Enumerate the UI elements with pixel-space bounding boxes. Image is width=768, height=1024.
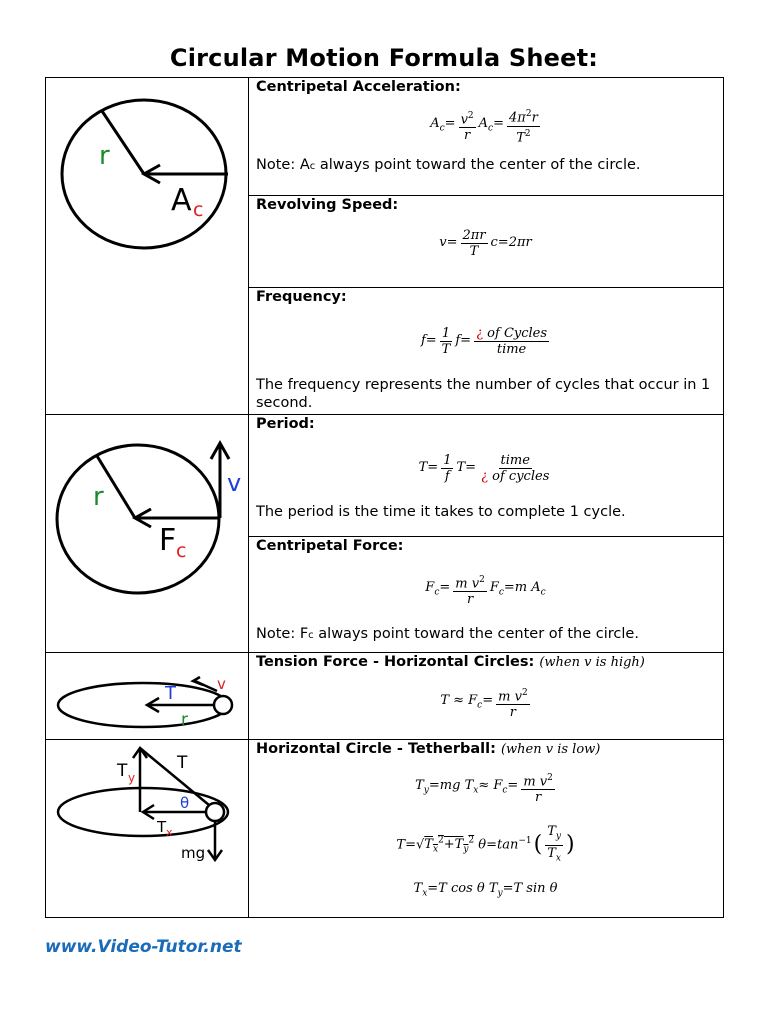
revolving-speed-heading: Revolving Speed:: [256, 197, 399, 213]
period-explanation: The period is the time it takes to complete 1 cycle.: [256, 504, 626, 520]
acceleration-circle-diagram: [47, 78, 247, 278]
period-formula: T= $\frac{1}{f}$ T= $\frac{\text{time}}{\text{¿ of cycles}}$: [418, 452, 550, 484]
tetherball-formula-2: $T=√T_x^2+T_y^2$ $\theta=\tan^{-1}$ ( $\frac{T_y}{T_x}$ ): [396, 823, 575, 864]
acceleration-diagram-cell: [46, 78, 249, 415]
frequency-explanation: The frequency represents the number of cycles that occur in 1 second.: [256, 377, 711, 411]
tension-horizontal-formula: $T \approx F_c=$ $\frac{m v^2}{r}$: [440, 687, 528, 721]
tension-horizontal-heading: Tension Force - Horizontal Circles: (when v is high): [256, 654, 645, 670]
velocity-label: v: [217, 675, 226, 693]
tetherball-diagram-cell: [46, 740, 249, 918]
tetherball-heading: Horizontal Circle - Tetherball: (when v is low): [256, 741, 601, 757]
ty-sub-label: y: [128, 771, 136, 785]
force-diagram-cell: [46, 415, 249, 653]
tx-label: T: [157, 818, 167, 836]
page-title: Circular Motion Formula Sheet:: [169, 44, 599, 72]
revolving-speed-cell: [249, 196, 724, 288]
tetherball-formula-1: $T_y=mg$ $T_x\approx F_c=$ $\frac{m v^2}{r}$: [415, 772, 553, 806]
centripetal-force-formula: $F_c=$ $\frac{m v^2}{r}$ $F_c=m$ $A_c$: [425, 574, 546, 608]
formula-table: [45, 77, 724, 918]
frequency-formula: f= $\frac{1}{T}$ f= $\frac{\text{¿ of Cycles}}{\text{time}}$: [420, 325, 548, 357]
tension-label: T: [177, 753, 188, 773]
tetherball-cell: [249, 740, 724, 918]
accel-sub-label: c: [193, 199, 204, 221]
centripetal-force-cell: [249, 537, 724, 653]
centripetal-force-note: Note: Fc always point toward the center of the circle.: [256, 626, 639, 642]
radius-label: r: [93, 482, 104, 512]
force-circle-diagram: [47, 415, 247, 615]
force-label: F: [159, 523, 177, 558]
period-cell: [249, 415, 724, 537]
radius-label: r: [99, 141, 110, 171]
horizontal-circle-diagram: [47, 653, 247, 733]
tension-diagram-cell: [46, 653, 249, 740]
theta-label: θ: [180, 794, 190, 812]
accel-label: A: [171, 183, 192, 218]
ty-label: T: [117, 761, 128, 781]
revolving-speed-formula: v= $\frac{2\pi r}{T}$ c=2πr: [439, 227, 532, 259]
centripetal-acceleration-heading: Centripetal Acceleration:: [256, 79, 461, 95]
tetherball-formula-3: $T_x=T$ cos θ $T_y=T$ sin θ: [413, 880, 558, 899]
tx-sub-label: x: [166, 826, 173, 839]
tension-label: T: [165, 683, 176, 704]
centripetal-force-heading: Centripetal Force:: [256, 538, 404, 554]
frequency-cell: [249, 288, 724, 415]
tension-horizontal-cell: [249, 653, 724, 740]
frequency-heading: Frequency:: [256, 289, 347, 305]
centripetal-acceleration-cell: [249, 78, 724, 196]
footer-link[interactable]: www.Video-Tutor.net: [45, 937, 242, 957]
radius-label: r: [181, 710, 188, 730]
period-heading: Period:: [256, 416, 315, 432]
centripetal-acceleration-note: Note: Ac always point toward the center of the circle.: [256, 157, 641, 173]
force-sub-label: c: [176, 540, 187, 562]
weight-label: mg: [181, 844, 206, 862]
centripetal-acceleration-formula: $A_c=$ $\frac{v^2}{r}$ $A_c=$ $\frac{4\pi^2r}{T^2}$: [430, 109, 538, 145]
velocity-label: v: [227, 469, 242, 497]
tetherball-diagram: [47, 740, 247, 880]
